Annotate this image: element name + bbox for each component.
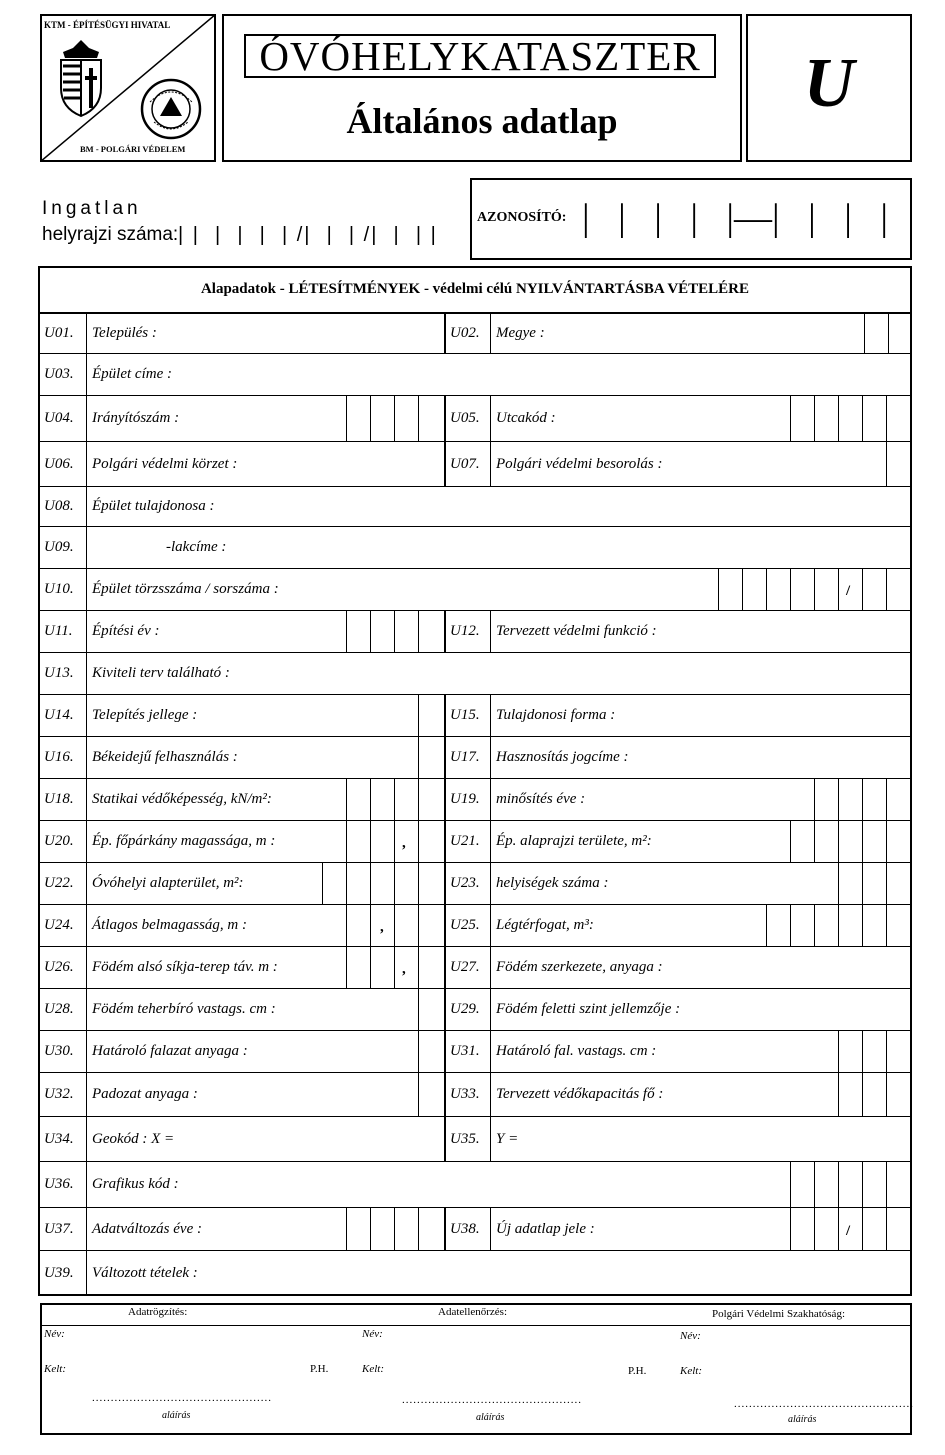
input-box[interactable] <box>766 569 791 611</box>
form-row-u22 <box>40 863 910 905</box>
half-divider <box>444 442 446 487</box>
row-label: Födém teherbíró vastags. cm : <box>92 1001 276 1017</box>
row-code: U37. <box>44 1221 74 1237</box>
input-box[interactable] <box>346 863 371 905</box>
code-column-line <box>490 396 491 442</box>
input-box[interactable] <box>838 396 863 442</box>
row-label: -lakcíme : <box>166 539 227 555</box>
separator-mark: , <box>402 835 406 851</box>
input-box[interactable] <box>394 611 419 653</box>
code-column-line <box>86 947 87 989</box>
check-date-label: Kelt: <box>362 1363 384 1375</box>
row-code-2: U31. <box>450 1043 480 1059</box>
row-label: Grafikus kód : <box>92 1176 179 1192</box>
form-row-u13 <box>40 653 910 695</box>
parcel-number-label: helyrajzi száma: <box>42 224 179 245</box>
code-column-line <box>490 1031 491 1073</box>
code-column-line <box>490 947 491 989</box>
row-code-2: U12. <box>450 623 480 639</box>
input-box[interactable] <box>886 396 911 442</box>
row-label-2: helyiségek száma : <box>496 875 609 891</box>
row-label-2: Légtérfogat, m³: <box>496 917 594 933</box>
separator-mark: / <box>846 1223 851 1239</box>
half-divider <box>444 947 446 989</box>
authority-signature-label: aláírás <box>788 1414 817 1425</box>
input-box[interactable] <box>418 1208 443 1251</box>
row-label-2: minősítés éve : <box>496 791 586 807</box>
form-row-u34 <box>40 1117 910 1162</box>
input-box[interactable] <box>862 1162 887 1208</box>
civil-defence-seal-icon <box>140 78 202 140</box>
code-column-line <box>86 396 87 442</box>
row-label-2: Ép. alaprajzi területe, m²: <box>496 833 652 849</box>
input-box[interactable] <box>838 1162 863 1208</box>
form-row-u06 <box>40 442 910 487</box>
parcel-number-field[interactable]: | | | | | | /| | | /| | | | <box>178 224 438 246</box>
row-code: U34. <box>44 1131 74 1147</box>
input-box[interactable] <box>838 1073 863 1117</box>
input-box[interactable] <box>862 905 887 947</box>
input-box[interactable] <box>346 947 371 989</box>
half-divider <box>444 989 446 1031</box>
input-box[interactable] <box>418 1073 443 1117</box>
code-column-line <box>490 442 491 487</box>
input-box[interactable] <box>418 737 443 779</box>
input-box[interactable] <box>394 779 419 821</box>
form-row-u24 <box>40 905 910 947</box>
row-code: U13. <box>44 665 74 681</box>
row-label: Adatváltozás éve : <box>92 1221 202 1237</box>
row-code-2: U29. <box>450 1001 480 1017</box>
half-divider <box>444 779 446 821</box>
row-code-2: U27. <box>450 959 480 975</box>
row-code: U39. <box>44 1265 74 1281</box>
half-divider <box>444 737 446 779</box>
row-label-2: Megye : <box>496 325 545 341</box>
input-box[interactable] <box>886 863 911 905</box>
row-label: Födém alsó síkja-terep táv. m : <box>92 959 278 975</box>
input-box[interactable] <box>370 1208 395 1251</box>
row-code: U30. <box>44 1043 74 1059</box>
code-column-line <box>86 487 87 527</box>
input-box[interactable] <box>418 779 443 821</box>
input-box[interactable] <box>862 569 887 611</box>
row-code: U20. <box>44 833 74 849</box>
input-box[interactable] <box>838 779 863 821</box>
code-column-line <box>490 695 491 737</box>
input-box[interactable] <box>766 905 791 947</box>
input-box[interactable] <box>346 905 371 947</box>
input-box[interactable] <box>814 1208 839 1251</box>
data-entry-title: Adatrögzítés: <box>128 1306 188 1318</box>
code-column-line <box>86 695 87 737</box>
row-code: U09. <box>44 539 74 555</box>
row-code: U24. <box>44 917 74 933</box>
input-box[interactable] <box>370 396 395 442</box>
half-divider <box>444 611 446 653</box>
form-letter: U <box>803 45 855 122</box>
authority-date-label: Kelt: <box>680 1365 702 1377</box>
input-box[interactable] <box>814 779 839 821</box>
table-title: Alapadatok - LÉTESÍTMÉNYEK - védelmi célú NYILVÁNTARTÁSBA VÉTELÉRE <box>200 281 750 297</box>
row-label: Kiviteli terv található : <box>92 665 230 681</box>
input-box[interactable] <box>418 863 443 905</box>
input-box[interactable] <box>418 1031 443 1073</box>
input-box[interactable] <box>418 396 443 442</box>
row-code: U10. <box>44 581 74 597</box>
input-box[interactable] <box>394 821 419 863</box>
code-column-line <box>86 989 87 1031</box>
form-row-u08 <box>40 487 910 527</box>
input-box[interactable] <box>886 442 911 487</box>
row-label-2: Y = <box>496 1131 519 1147</box>
row-code-2: U17. <box>450 749 480 765</box>
input-box[interactable] <box>346 779 371 821</box>
half-divider <box>444 314 446 354</box>
input-box[interactable] <box>888 314 913 354</box>
row-code: U14. <box>44 707 74 723</box>
separator-mark: / <box>846 583 851 599</box>
form-row-u03 <box>40 354 910 396</box>
row-code: U26. <box>44 959 74 975</box>
input-box[interactable] <box>370 821 395 863</box>
half-divider <box>444 1117 446 1162</box>
code-column-line <box>86 1117 87 1162</box>
code-column-line <box>490 779 491 821</box>
row-code: U22. <box>44 875 74 891</box>
input-box[interactable] <box>838 1031 863 1073</box>
form-row-u18 <box>40 779 910 821</box>
input-box[interactable] <box>346 611 371 653</box>
code-column-line <box>490 1073 491 1117</box>
code-column-line <box>490 737 491 779</box>
row-label: Épület tulajdonosa : <box>92 498 215 514</box>
code-column-line <box>86 653 87 695</box>
row-code-2: U21. <box>450 833 480 849</box>
input-box[interactable] <box>862 1073 887 1117</box>
row-code: U08. <box>44 498 74 514</box>
code-column-line <box>86 1073 87 1117</box>
input-box[interactable] <box>394 396 419 442</box>
input-box[interactable] <box>862 821 887 863</box>
code-column-line <box>86 442 87 487</box>
row-code: U28. <box>44 1001 74 1017</box>
form-row-u14 <box>40 695 910 737</box>
form-row-u16 <box>40 737 910 779</box>
row-code: U06. <box>44 456 74 472</box>
row-code: U11. <box>44 623 73 639</box>
input-box[interactable] <box>814 821 839 863</box>
row-code-2: U38. <box>450 1221 480 1237</box>
input-box[interactable] <box>418 611 443 653</box>
row-code-2: U33. <box>450 1086 480 1102</box>
input-box[interactable] <box>418 695 443 737</box>
identifier-field[interactable]: | | | | |—| | | | <box>582 197 888 239</box>
code-column-line <box>490 989 491 1031</box>
row-code: U32. <box>44 1086 74 1102</box>
code-column-line <box>490 863 491 905</box>
input-box[interactable] <box>394 947 419 989</box>
input-box[interactable] <box>886 905 911 947</box>
input-box[interactable] <box>838 1208 863 1251</box>
row-code-2: U05. <box>450 410 480 426</box>
row-code: U36. <box>44 1176 74 1192</box>
input-box[interactable] <box>790 821 815 863</box>
authority-name-label: Név: <box>680 1330 701 1342</box>
code-column-line <box>490 905 491 947</box>
input-box[interactable] <box>790 396 815 442</box>
code-column-line <box>490 1117 491 1162</box>
form-title: ÓVÓHELYKATASZTER <box>244 34 716 78</box>
code-column-line <box>86 821 87 863</box>
code-column-line <box>86 314 87 354</box>
input-box[interactable] <box>886 1162 911 1208</box>
check-stamp-label: P.H. <box>628 1365 647 1377</box>
row-code-2: U25. <box>450 917 480 933</box>
row-label-2: Polgári védelmi besorolás : <box>496 456 663 472</box>
entry-signature-line[interactable]: ................................................ <box>92 1392 272 1404</box>
row-label: Telepítés jellege : <box>92 707 198 723</box>
logo-top-text: KTM - ÉPÍTÉSÜGYI HIVATAL <box>44 20 171 30</box>
authority-title: Polgári Védelmi Szakhatóság: <box>712 1308 845 1320</box>
half-divider <box>444 396 446 442</box>
row-code-2: U02. <box>450 325 480 341</box>
row-code: U04. <box>44 410 74 426</box>
form-row-u32 <box>40 1073 910 1117</box>
code-column-line <box>86 354 87 396</box>
code-column-line <box>86 1162 87 1208</box>
entry-signature-label: aláírás <box>162 1410 191 1421</box>
form-row-u01 <box>40 314 910 354</box>
code-column-line <box>86 905 87 947</box>
separator-mark: , <box>402 961 406 977</box>
input-box[interactable] <box>838 863 863 905</box>
half-divider <box>444 1208 446 1251</box>
form-row-u09 <box>40 527 910 569</box>
row-label: Átlagos belmagasság, m : <box>92 917 247 933</box>
logo-bottom-text: BM - POLGÁRI VÉDELEM <box>80 144 186 154</box>
row-code-2: U15. <box>450 707 480 723</box>
identifier-label: AZONOSÍTÓ: <box>477 210 567 225</box>
row-label: Geokód : X = <box>92 1131 175 1147</box>
row-label-2: Határoló fal. vastags. cm : <box>496 1043 657 1059</box>
row-label: Település : <box>92 325 157 341</box>
input-box[interactable] <box>418 821 443 863</box>
form-row-u11 <box>40 611 910 653</box>
form-row-u37 <box>40 1208 910 1251</box>
check-signature-label: aláírás <box>476 1412 505 1423</box>
separator-mark: , <box>380 919 384 935</box>
input-box[interactable] <box>886 1031 911 1073</box>
row-code: U18. <box>44 791 74 807</box>
input-box[interactable] <box>864 314 889 354</box>
form-row-u26 <box>40 947 910 989</box>
row-label: Padozat anyaga : <box>92 1086 198 1102</box>
code-column-line <box>86 863 87 905</box>
row-label-2: Új adatlap jele : <box>496 1221 595 1237</box>
input-box[interactable] <box>742 569 767 611</box>
half-divider <box>444 1073 446 1117</box>
code-column-line <box>490 1208 491 1251</box>
entry-name-label: Név: <box>44 1328 65 1340</box>
signature-divider <box>42 1325 910 1326</box>
row-label-2: Tervezett védőkapacitás fő : <box>496 1086 664 1102</box>
authority-signature-line[interactable]: ................................................ <box>734 1398 914 1410</box>
input-box[interactable] <box>862 1208 887 1251</box>
input-box[interactable] <box>886 821 911 863</box>
form-row-u28 <box>40 989 910 1031</box>
input-box[interactable] <box>418 905 443 947</box>
form-row-u30 <box>40 1031 910 1073</box>
input-box[interactable] <box>886 1208 911 1251</box>
form-row-u10 <box>40 569 910 611</box>
code-column-line <box>490 314 491 354</box>
row-label-2: Utcakód : <box>496 410 556 426</box>
parcel-label: Ingatlan <box>42 198 142 219</box>
row-label-2: Hasznosítás jogcíme : <box>496 749 629 765</box>
input-box[interactable] <box>814 569 839 611</box>
row-code: U01. <box>44 325 74 341</box>
row-label: Statikai védőképesség, kN/m²: <box>92 791 272 807</box>
input-box[interactable] <box>838 569 863 611</box>
code-column-line <box>86 1031 87 1073</box>
input-box[interactable] <box>370 863 395 905</box>
input-box[interactable] <box>394 863 419 905</box>
entry-stamp-label: P.H. <box>310 1363 329 1375</box>
row-code-2: U23. <box>450 875 480 891</box>
half-divider <box>444 821 446 863</box>
code-column-line <box>86 1208 87 1251</box>
code-column-line <box>86 779 87 821</box>
input-box[interactable] <box>886 1073 911 1117</box>
input-box[interactable] <box>886 569 911 611</box>
form-row-u04 <box>40 396 910 442</box>
row-label: Épület címe : <box>92 366 172 382</box>
row-label-2: Tervezett védelmi funkció : <box>496 623 657 639</box>
row-code: U03. <box>44 366 74 382</box>
row-label: Változott tételek : <box>92 1265 198 1281</box>
input-box[interactable] <box>346 1208 371 1251</box>
input-box[interactable] <box>838 905 863 947</box>
input-box[interactable] <box>718 569 743 611</box>
row-label: Óvóhelyi alapterület, m²: <box>92 875 244 891</box>
input-box[interactable] <box>862 1031 887 1073</box>
input-box[interactable] <box>346 821 371 863</box>
row-code-2: U07. <box>450 456 480 472</box>
entry-date-label: Kelt: <box>44 1363 66 1375</box>
input-box[interactable] <box>370 947 395 989</box>
row-label: Építési év : <box>92 623 160 639</box>
input-box[interactable] <box>862 863 887 905</box>
input-box[interactable] <box>418 989 443 1031</box>
input-box[interactable] <box>814 1162 839 1208</box>
code-column-line <box>86 569 87 611</box>
row-label-2: Tulajdonosi forma : <box>496 707 616 723</box>
input-box[interactable] <box>838 821 863 863</box>
half-divider <box>444 695 446 737</box>
coat-of-arms-icon <box>55 38 107 118</box>
row-label: Épület törzsszáma / sorszáma : <box>92 581 279 597</box>
row-label: Békeidejű felhasználás : <box>92 749 238 765</box>
input-box[interactable] <box>370 779 395 821</box>
input-box[interactable] <box>418 947 443 989</box>
data-check-title: Adatellenőrzés: <box>438 1306 508 1318</box>
input-box[interactable] <box>814 905 839 947</box>
code-column-line <box>86 527 87 569</box>
input-box[interactable] <box>790 569 815 611</box>
row-code: U16. <box>44 749 74 765</box>
input-box[interactable] <box>370 611 395 653</box>
input-box[interactable] <box>790 905 815 947</box>
input-box[interactable] <box>394 1208 419 1251</box>
input-box[interactable] <box>394 905 419 947</box>
row-label: Irányítószám : <box>92 410 180 426</box>
half-divider <box>444 863 446 905</box>
input-box[interactable] <box>886 779 911 821</box>
row-label: Határoló falazat anyaga : <box>92 1043 248 1059</box>
code-column-line <box>86 611 87 653</box>
row-label: Polgári védelmi körzet : <box>92 456 238 472</box>
form-row-u20 <box>40 821 910 863</box>
half-divider <box>444 1031 446 1073</box>
form-row-u36 <box>40 1162 910 1208</box>
form-row-u39 <box>40 1251 910 1296</box>
row-label-2: Födém feletti szint jellemzője : <box>496 1001 681 1017</box>
row-code-2: U35. <box>450 1131 480 1147</box>
row-code-2: U19. <box>450 791 480 807</box>
row-label-2: Födém szerkezete, anyaga : <box>496 959 663 975</box>
check-name-label: Név: <box>362 1328 383 1340</box>
input-box[interactable] <box>862 779 887 821</box>
code-column-line <box>86 737 87 779</box>
row-label: Ép. főpárkány magassága, m : <box>92 833 276 849</box>
check-signature-line[interactable]: ................................................ <box>402 1394 582 1406</box>
input-box[interactable] <box>346 396 371 442</box>
half-divider <box>444 905 446 947</box>
code-column-line <box>86 1251 87 1296</box>
code-column-line <box>490 611 491 653</box>
form-subtitle: Általános adatlap <box>346 101 618 141</box>
input-box[interactable] <box>790 1208 815 1251</box>
input-box[interactable] <box>790 1162 815 1208</box>
input-box[interactable] <box>862 396 887 442</box>
code-column-line <box>490 821 491 863</box>
input-box[interactable] <box>322 863 347 905</box>
input-box[interactable] <box>814 396 839 442</box>
